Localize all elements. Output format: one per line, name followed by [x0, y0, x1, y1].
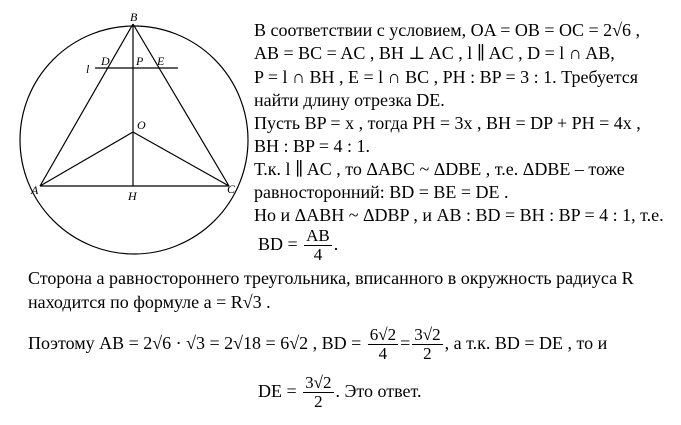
text-line-5: Пусть BP = x , тогда PH = 3x , BH = DP + PH = 4x ,	[254, 113, 641, 133]
de-formula-lhs: DE =	[258, 381, 297, 401]
text-line-4: найти длину отрезка DE.	[254, 90, 445, 110]
label-c: C	[227, 182, 236, 196]
equals-sign: =	[400, 333, 411, 353]
line-13-tail: , а т.к. BD = DE , то и	[444, 333, 608, 353]
side-bc	[133, 24, 229, 186]
text-line-2: AB = BC = AC , BH ⊥ AC , l ∥ AC , D = l ∩ AB,	[254, 43, 615, 63]
text-line-9: Но и ΔABH ~ ΔDBP , и AB : BD = BH : BP = 4 : 1, т.е.	[254, 205, 664, 225]
fraction-ab-over-4	[304, 227, 332, 264]
fraction-6r2-over-4	[368, 326, 398, 363]
fraction-denominator: 2	[423, 344, 432, 364]
label-d: D	[101, 54, 110, 68]
label-l: l	[86, 62, 90, 76]
side-ab	[40, 24, 133, 186]
bd-formula-lhs: BD =	[258, 234, 298, 254]
label-o: O	[137, 118, 146, 132]
text-line-14	[258, 368, 422, 414]
text-line-3: P = l ∩ BH , E = l ∩ BC , PH : BP = 3 : 1. Требуется	[254, 67, 639, 87]
text-line-10	[258, 224, 338, 264]
text-line-8: равносторонний: BD = BE = DE .	[254, 182, 509, 202]
answer-tail: . Это ответ.	[335, 381, 422, 401]
fraction-answer	[303, 374, 333, 411]
text-line-12: находится по формуле a = R√3 .	[28, 292, 271, 312]
fraction-denominator: 4	[313, 245, 323, 265]
text-line-7: Т.к. l ∥ AC , то ΔABC ~ ΔDBE , т.е. ΔDBE – тоже	[254, 159, 625, 179]
label-p: P	[136, 54, 144, 68]
fraction-numerator: 3√2	[414, 325, 441, 345]
fraction-3r2-over-2	[412, 326, 442, 363]
circumscribed-circle	[20, 26, 248, 254]
label-a: A	[31, 183, 39, 197]
label-b: B	[130, 10, 138, 24]
segment-oa	[40, 132, 133, 186]
text-line-13	[28, 320, 607, 366]
label-e: E	[157, 54, 165, 68]
text-line-6: BH : BP = 4 : 1.	[254, 136, 371, 156]
geometry-figure	[0, 0, 250, 270]
ab-computation: Поэтому AB = 2√6 · √3 = 2√18 = 6√2 , BD =	[28, 333, 362, 353]
segment-oc	[133, 132, 229, 186]
label-h: H	[128, 189, 137, 203]
bd-formula-end: .	[333, 234, 339, 254]
fraction-numerator: 6√2	[369, 325, 397, 345]
fraction-denominator: 2	[314, 392, 323, 412]
fraction-denominator: 4	[378, 344, 388, 364]
fraction-numerator: 3√2	[305, 373, 332, 393]
fraction-numerator: AB	[306, 226, 330, 246]
text-line-11: Сторона a равностороннего треугольника, вписанного в окружность радиуса R	[28, 268, 634, 288]
text-line-1: В соответствии с условием, OA = OB = OC = 2√6 ,	[254, 20, 641, 40]
